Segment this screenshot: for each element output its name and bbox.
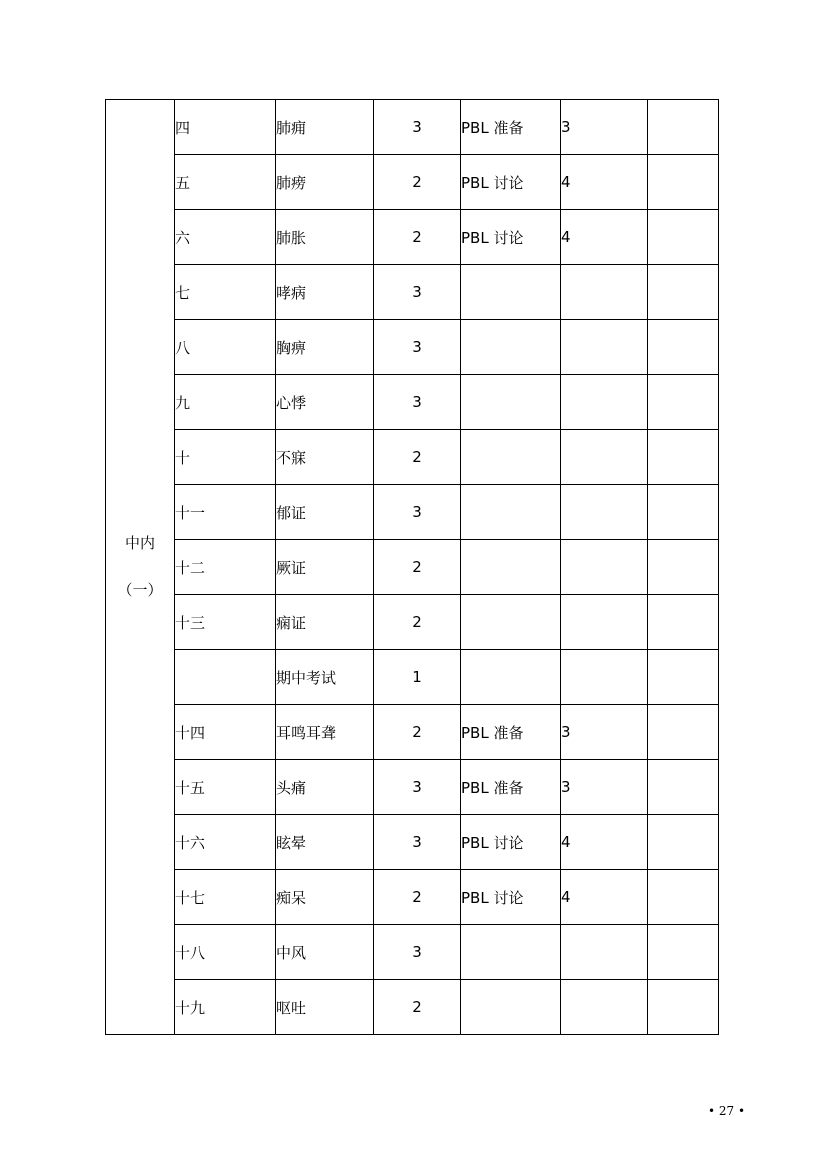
hours-cell: 2 bbox=[374, 705, 461, 760]
note-cell bbox=[648, 650, 719, 705]
method-cell: PBL 讨论 bbox=[461, 155, 561, 210]
topic-cell: 胸痹 bbox=[276, 320, 374, 375]
course-name-line2: （一） bbox=[117, 581, 163, 599]
note-cell bbox=[648, 815, 719, 870]
method-cell: PBL 准备 bbox=[461, 100, 561, 155]
note-cell bbox=[648, 430, 719, 485]
chapter-cell: 十六 bbox=[175, 815, 276, 870]
method-cell: PBL 讨论 bbox=[461, 870, 561, 925]
method-cell bbox=[461, 980, 561, 1035]
hours-cell: 2 bbox=[374, 870, 461, 925]
note-cell bbox=[648, 375, 719, 430]
method-hours-cell bbox=[561, 650, 648, 705]
table-body bbox=[106, 100, 719, 1035]
method-cell bbox=[461, 650, 561, 705]
hours-cell: 3 bbox=[374, 815, 461, 870]
chapter-cell: 十一 bbox=[175, 485, 276, 540]
chapter-cell: 十三 bbox=[175, 595, 276, 650]
table-row bbox=[106, 595, 719, 650]
note-cell bbox=[648, 595, 719, 650]
table-row bbox=[106, 540, 719, 595]
method-hours-cell bbox=[561, 320, 648, 375]
method-hours-cell bbox=[561, 375, 648, 430]
table-row bbox=[106, 155, 719, 210]
hours-cell: 2 bbox=[374, 155, 461, 210]
hours-cell: 2 bbox=[374, 430, 461, 485]
chapter-cell: 九 bbox=[175, 375, 276, 430]
note-cell bbox=[648, 155, 719, 210]
chapter-cell: 十七 bbox=[175, 870, 276, 925]
chapter-cell: 十八 bbox=[175, 925, 276, 980]
method-cell: PBL 讨论 bbox=[461, 210, 561, 265]
note-cell bbox=[648, 705, 719, 760]
topic-cell: 肺胀 bbox=[276, 210, 374, 265]
method-hours-cell: 4 bbox=[561, 155, 648, 210]
topic-cell: 肺痈 bbox=[276, 100, 374, 155]
method-cell: PBL 准备 bbox=[461, 705, 561, 760]
chapter-cell: 十 bbox=[175, 430, 276, 485]
method-hours-cell bbox=[561, 925, 648, 980]
chapter-cell: 八 bbox=[175, 320, 276, 375]
method-cell bbox=[461, 540, 561, 595]
chapter-cell: 六 bbox=[175, 210, 276, 265]
note-cell bbox=[648, 540, 719, 595]
topic-cell: 痫证 bbox=[276, 595, 374, 650]
topic-cell: 心悸 bbox=[276, 375, 374, 430]
method-hours-cell bbox=[561, 430, 648, 485]
topic-cell: 厥证 bbox=[276, 540, 374, 595]
hours-cell: 3 bbox=[374, 320, 461, 375]
topic-cell: 哮病 bbox=[276, 265, 374, 320]
page-number: • 27 • bbox=[708, 1104, 746, 1118]
method-cell bbox=[461, 430, 561, 485]
note-cell bbox=[648, 265, 719, 320]
table-row bbox=[106, 650, 719, 705]
chapter-cell: 四 bbox=[175, 100, 276, 155]
method-hours-cell bbox=[561, 265, 648, 320]
topic-cell: 郁证 bbox=[276, 485, 374, 540]
method-hours-cell: 4 bbox=[561, 815, 648, 870]
hours-cell: 2 bbox=[374, 980, 461, 1035]
chapter-cell: 十五 bbox=[175, 760, 276, 815]
method-hours-cell: 4 bbox=[561, 870, 648, 925]
note-cell bbox=[648, 870, 719, 925]
table-row bbox=[106, 760, 719, 815]
hours-cell: 3 bbox=[374, 100, 461, 155]
table-row bbox=[106, 925, 719, 980]
hours-cell: 3 bbox=[374, 925, 461, 980]
method-cell bbox=[461, 595, 561, 650]
note-cell bbox=[648, 760, 719, 815]
table-row bbox=[106, 265, 719, 320]
chapter-cell bbox=[175, 650, 276, 705]
table-row bbox=[106, 485, 719, 540]
table-row bbox=[106, 705, 719, 760]
course-name-line1: 中内 bbox=[124, 534, 155, 552]
method-cell bbox=[461, 320, 561, 375]
method-hours-cell: 3 bbox=[561, 100, 648, 155]
topic-cell: 头痛 bbox=[276, 760, 374, 815]
topic-cell: 耳鸣耳聋 bbox=[276, 705, 374, 760]
topic-cell: 眩晕 bbox=[276, 815, 374, 870]
topic-cell: 中风 bbox=[276, 925, 374, 980]
table-row bbox=[106, 430, 719, 485]
hours-cell: 2 bbox=[374, 210, 461, 265]
hours-cell: 3 bbox=[374, 485, 461, 540]
chapter-cell: 十二 bbox=[175, 540, 276, 595]
hours-cell: 3 bbox=[374, 760, 461, 815]
note-cell bbox=[648, 320, 719, 375]
note-cell bbox=[648, 925, 719, 980]
method-cell bbox=[461, 375, 561, 430]
method-cell: PBL 准备 bbox=[461, 760, 561, 815]
hours-cell: 3 bbox=[374, 265, 461, 320]
method-hours-cell bbox=[561, 595, 648, 650]
method-hours-cell bbox=[561, 980, 648, 1035]
method-hours-cell: 3 bbox=[561, 705, 648, 760]
table-row bbox=[106, 210, 719, 265]
note-cell bbox=[648, 485, 719, 540]
hours-cell: 2 bbox=[374, 540, 461, 595]
table-row bbox=[106, 100, 719, 155]
chapter-cell: 十四 bbox=[175, 705, 276, 760]
method-hours-cell bbox=[561, 540, 648, 595]
hours-cell: 1 bbox=[374, 650, 461, 705]
hours-cell: 3 bbox=[374, 375, 461, 430]
table-row bbox=[106, 375, 719, 430]
topic-cell: 痴呆 bbox=[276, 870, 374, 925]
table-row bbox=[106, 870, 719, 925]
topic-cell: 肺痨 bbox=[276, 155, 374, 210]
note-cell bbox=[648, 210, 719, 265]
note-cell bbox=[648, 980, 719, 1035]
course-schedule-table bbox=[105, 99, 719, 1035]
table-row bbox=[106, 980, 719, 1035]
chapter-cell: 七 bbox=[175, 265, 276, 320]
method-cell: PBL 讨论 bbox=[461, 815, 561, 870]
chapter-cell: 五 bbox=[175, 155, 276, 210]
hours-cell: 2 bbox=[374, 595, 461, 650]
course-name-cell bbox=[106, 100, 175, 1035]
topic-cell: 期中考试 bbox=[276, 650, 374, 705]
table-row bbox=[106, 320, 719, 375]
topic-cell: 不寐 bbox=[276, 430, 374, 485]
table-row bbox=[106, 815, 719, 870]
method-cell bbox=[461, 925, 561, 980]
chapter-cell: 十九 bbox=[175, 980, 276, 1035]
method-cell bbox=[461, 265, 561, 320]
topic-cell: 呕吐 bbox=[276, 980, 374, 1035]
method-hours-cell bbox=[561, 485, 648, 540]
method-hours-cell: 3 bbox=[561, 760, 648, 815]
method-cell bbox=[461, 485, 561, 540]
method-hours-cell: 4 bbox=[561, 210, 648, 265]
note-cell bbox=[648, 100, 719, 155]
